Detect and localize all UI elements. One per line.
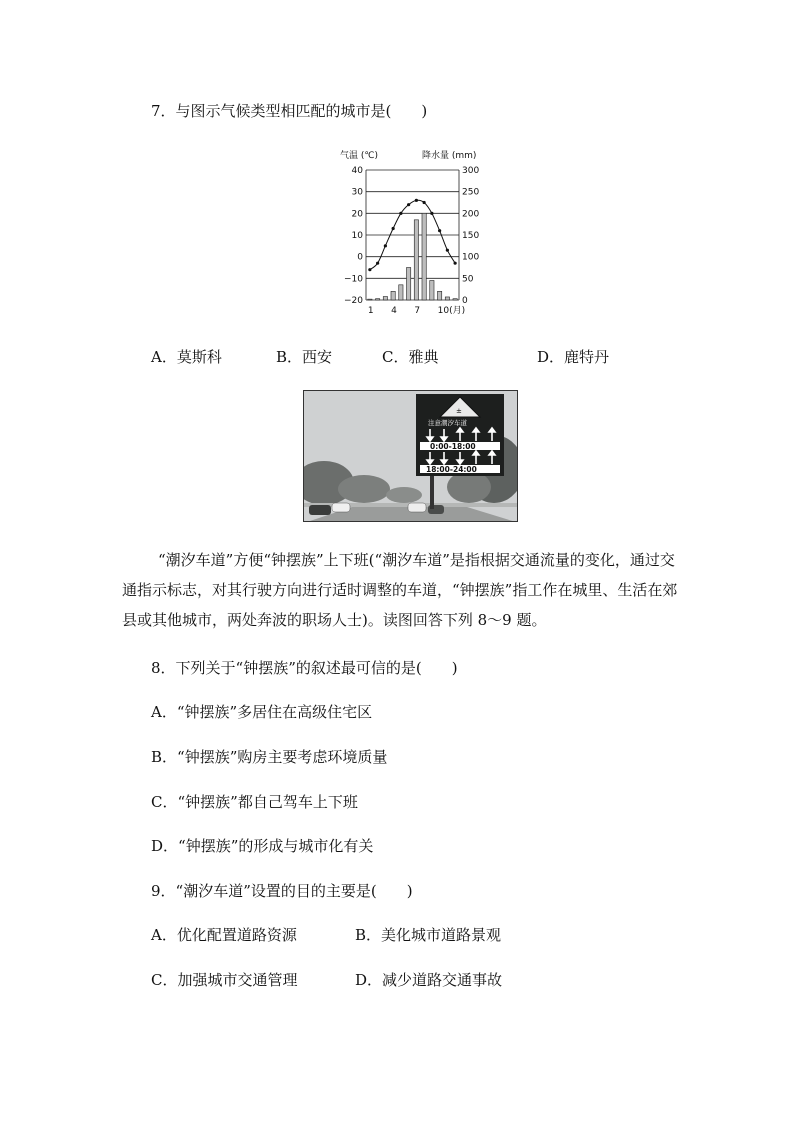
right-tick-label: 0 — [462, 296, 468, 306]
right-tick-label: 300 — [462, 166, 480, 176]
q8-option-b[interactable]: B．“钟摆族”购房主要考虑环境质量 — [151, 748, 388, 766]
left-tick-label: −10 — [344, 274, 363, 285]
precipitation-bar — [422, 213, 426, 300]
precipitation-bar — [437, 291, 441, 300]
right-tick-label: 50 — [462, 274, 474, 285]
right-tick-label: 250 — [462, 187, 480, 198]
question-9-stem: 9．“潮汐车道”设置的目的主要是( ) — [151, 882, 413, 900]
right-axis-label: 降水量 (mm) — [422, 151, 477, 161]
precipitation-bar — [399, 285, 403, 300]
question-8-stem: 8．下列关于“钟摆族”的叙述最可信的是( ) — [151, 659, 458, 677]
q7-option-a[interactable]: A．莫斯科 — [151, 348, 222, 366]
left-axis-ticks — [344, 166, 363, 306]
sign-time-2: 18:00-24:00 — [426, 465, 477, 474]
right-tick-label: 150 — [462, 231, 480, 241]
precipitation-bar — [445, 297, 449, 300]
left-tick-label: 40 — [351, 166, 363, 176]
temperature-point — [430, 212, 433, 215]
q8-option-d[interactable]: D．“钟摆族”的形成与城市化有关 — [151, 837, 374, 855]
right-tick-label: 200 — [462, 209, 480, 220]
precipitation-bar — [368, 299, 372, 300]
q7-option-b[interactable]: B．西安 — [276, 348, 333, 366]
precipitation-bar — [430, 281, 434, 301]
passage: “潮汐车道”方便“钟摆族”上下班(“潮汐车道”是指根据交通流量的变化，通过交通指示标志，对其行驶方向进行适时调整的车道，“钟摆族”指工作在城里、生活在郊县或其他城市，两处奔波的职场人士)。读图回答下列 8～9 题。 — [122, 551, 678, 629]
temperature-point — [407, 203, 410, 206]
left-tick-label: 10 — [351, 231, 363, 241]
x-axis-ticks — [368, 305, 465, 316]
x-tick-label: 1 — [367, 306, 374, 316]
temperature-point — [368, 268, 371, 271]
precipitation-bar — [391, 291, 395, 300]
climate-chart — [338, 146, 480, 320]
q9-option-d[interactable]: D．减少道路交通事故 — [355, 971, 503, 989]
q9-option-a[interactable]: A．优化配置道路资源 — [151, 926, 297, 944]
left-axis-label: 气温 (℃) — [340, 151, 378, 161]
temperature-point — [376, 262, 379, 265]
temperature-point — [399, 212, 402, 215]
x-tick-label: 4 — [391, 306, 397, 316]
tidal-lane-photo — [303, 390, 518, 522]
q9-option-c[interactable]: C．加强城市交通管理 — [151, 971, 298, 989]
q9-option-b[interactable]: B．美化城市道路景观 — [355, 926, 502, 944]
right-axis-ticks — [462, 166, 479, 306]
temperature-point — [384, 244, 387, 247]
right-tick-label: 100 — [462, 252, 480, 263]
temperature-point — [438, 229, 441, 232]
q7-option-d[interactable]: D．鹿特丹 — [537, 348, 610, 366]
x-tick-label: 7 — [414, 306, 421, 316]
question-7-stem: 7．与图示气候类型相匹配的城市是( ) — [151, 102, 428, 120]
sign-title: 注意潮汐车道 — [428, 419, 467, 427]
precipitation-bar — [406, 268, 410, 301]
temperature-point — [392, 227, 395, 230]
left-tick-label: 0 — [357, 252, 363, 263]
svg-text:±: ± — [456, 407, 462, 415]
q8-option-a[interactable]: A．“钟摆族”多居住在高级住宅区 — [151, 703, 373, 721]
temperature-point — [415, 199, 418, 202]
q7-option-c[interactable]: C．雅典 — [382, 348, 439, 366]
x-tick-label: 10(月) — [437, 306, 466, 316]
left-tick-label: 30 — [351, 187, 363, 198]
chart-grid — [366, 170, 459, 300]
q8-option-c[interactable]: C．“钟摆族”都自己驾车上下班 — [151, 793, 358, 811]
precipitation-bar — [414, 220, 418, 300]
left-tick-label: 20 — [351, 209, 363, 220]
temperature-point — [454, 262, 457, 265]
left-tick-label: −20 — [344, 296, 363, 306]
temperature-point — [423, 201, 426, 204]
temperature-point — [446, 249, 449, 252]
precipitation-bar — [383, 297, 387, 300]
precipitation-bar — [453, 299, 457, 300]
sign-time-1: 0:00-18:00 — [430, 442, 476, 451]
precipitation-bar — [375, 299, 379, 300]
